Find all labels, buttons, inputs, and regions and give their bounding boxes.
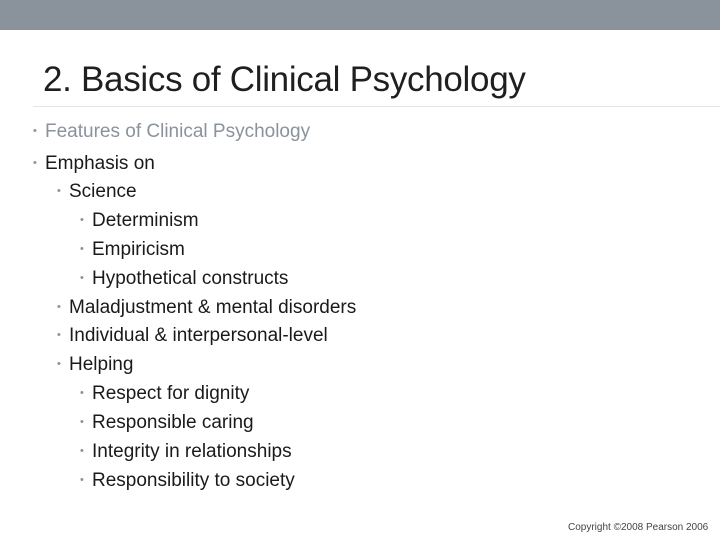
bullet-icon: • (57, 301, 61, 313)
bullet-item-responsibility-society (80, 470, 295, 492)
bullet-text: Individual & interpersonal-level (69, 325, 328, 346)
bullet-text: Hypothetical constructs (92, 268, 289, 289)
bullet-icon: • (57, 358, 61, 370)
bullet-item-integrity (80, 441, 292, 463)
bullet-item-features (33, 121, 310, 143)
bullet-icon: • (80, 243, 84, 255)
bullet-text: Maladjustment & mental disorders (69, 297, 357, 318)
bullet-icon: • (80, 214, 84, 226)
bullet-item-determinism (80, 210, 199, 232)
bullet-text: Responsibility to society (92, 470, 295, 491)
bullet-item-helping (57, 354, 133, 376)
copyright-notice: Copyright ©2008 Pearson 2006 (568, 522, 709, 533)
bullet-icon: • (33, 125, 37, 137)
bullet-item-maladjustment (57, 297, 356, 319)
bullet-item-empiricism (80, 239, 185, 261)
bullet-text: Helping (69, 354, 134, 375)
bullet-icon: • (57, 185, 61, 197)
bullet-icon: • (33, 157, 37, 169)
bullet-icon: • (80, 416, 84, 428)
bullet-text: Integrity in relationships (92, 441, 292, 462)
bullet-item-responsible-caring (80, 412, 254, 434)
bullet-item-science (57, 181, 137, 203)
bullet-icon: • (80, 387, 84, 399)
slide-title: 2. Basics of Clinical Psychology (43, 60, 526, 99)
bullet-text: Determinism (92, 210, 199, 231)
bullet-text: Responsible caring (92, 412, 254, 433)
bullet-text: Features of Clinical Psychology (45, 121, 311, 142)
bullet-item-individual (57, 325, 328, 347)
bullet-item-hypothetical-constructs (80, 268, 288, 290)
bullet-icon: • (57, 329, 61, 341)
bullet-text: Respect for dignity (92, 383, 250, 404)
bullet-item-respect-dignity (80, 383, 249, 405)
bullet-icon: • (80, 272, 84, 284)
bullet-icon: • (80, 445, 84, 457)
bullet-item-emphasis (33, 153, 155, 175)
bullet-text: Emphasis on (45, 153, 155, 174)
bullet-text: Empiricism (92, 239, 185, 260)
bullet-icon: • (80, 474, 84, 486)
bullet-text: Science (69, 181, 137, 202)
